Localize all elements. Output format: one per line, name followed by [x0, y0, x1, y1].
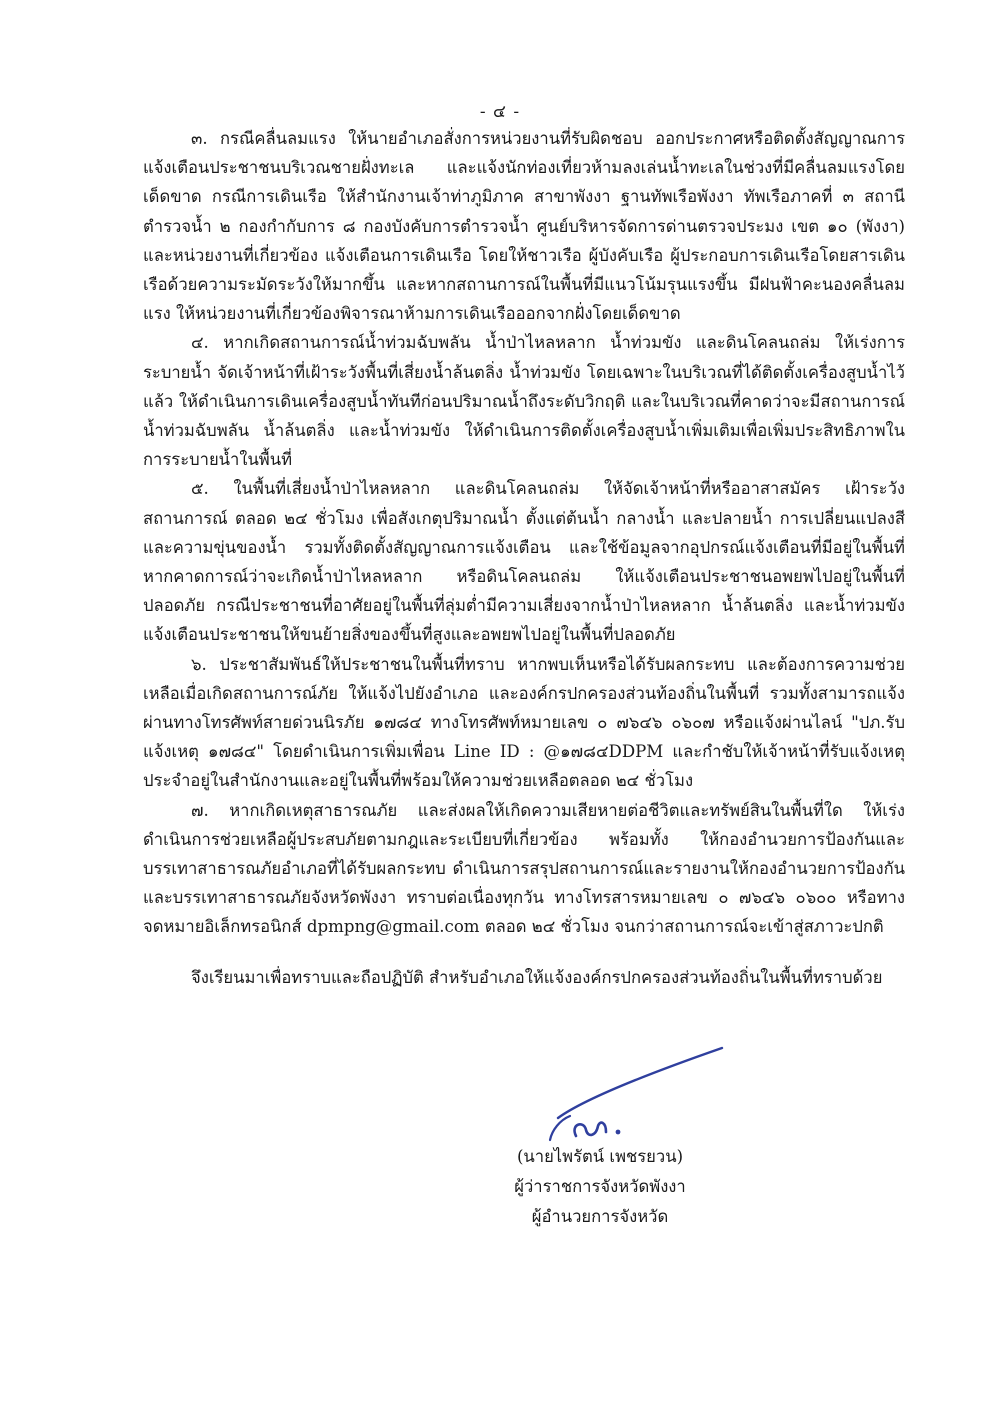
paragraph-5: ๕. ในพื้นที่เสี่ยงน้ำป่าไหลหลาก และดินโคลนถล่ม ให้จัดเจ้าหน้าที่หรืออาสาสมัคร เฝ้าระวังสถานการณ์ ตลอด ๒๔ ชั่วโมง เพื่อสังเกตุปริมาณน้ำ ตั้งแต่ต้นน้ำ กลางน้ำ และปลายน้ำ การเปลี่ยนแปลงสีและความขุ่นของน้ำ รวมทั้งติดตั้งสัญญาณการแจ้งเตือน และใช้ข้อมูลจากอุปกรณ์แจ้งเตือนที่มีอยู่ในพื้นที่ หากคาดการณ์ว่าจะเกิดน้ำป่าไหลหลาก หรือดินโคลนถล่ม ให้แจ้งเตือนประชาชนอพยพไปอยู่ในพื้นที่ปลอดภัย กรณีประชาชนที่อาศัยอยู่ในพื้นที่ลุ่มต่ำมีความเสี่ยงจากน้ำป่าไหลหลาก น้ำล้นตลิ่ง และน้ำท่วมขัง แจ้งเตือนประชาชนให้ขนย้ายสิ่งของขึ้นที่สูงและอพยพไปอยู่ในพื้นที่ปลอดภัย — [143, 479, 905, 645]
closing-paragraph: จึงเรียนมาเพื่อทราบและถือปฏิบัติ สำหรับอำเภอให้แจ้งองค์กรปกครองส่วนท้องถิ่นในพื้นที่ทราบด้วย — [191, 967, 883, 987]
paragraph-4: ๔. หากเกิดสถานการณ์น้ำท่วมฉับพลัน น้ำป่าไหลหลาก น้ำท่วมขัง และดินโคลนถล่ม ให้เร่งการระบายน้ำ จัดเจ้าหน้าที่เฝ้าระวังพื้นที่เสี่ยงน้ำล้นตลิ่ง น้ำท่วมขัง โดยเฉพาะในบริเวณที่ได้ติดตั้งเครื่องสูบน้ำไว้แล้ว ให้ดำเนินการเดินเครื่องสูบน้ำทันทีก่อนปริมาณน้ำถึงระดับวิกฤติ และในบริเวณที่คาดว่าจะมีสถานการณ์น้ำท่วมฉับพลัน น้ำล้นตลิ่ง และน้ำท่วมขัง ให้ดำเนินการติดตั้งเครื่องสูบน้ำเพิ่มเติมเพื่อเพิ่มประสิทธิภาพในการระบายน้ำในพื้นที่ — [143, 333, 905, 470]
signatory-name: (นายไพรัตน์ เพชรยวน) — [516, 1147, 684, 1166]
handwritten-signature — [540, 1040, 740, 1145]
paragraph-6: ๖. ประชาสัมพันธ์ให้ประชาชนในพื้นที่ทราบ หากพบเห็นหรือได้รับผลกระทบ และต้องการความช่วยเหลือเมื่อเกิดสถานการณ์ภัย ให้แจ้งไปยังอำเภอ และองค์กรปกครองส่วนท้องถิ่นในพื้นที่ รวมทั้งสามารถแจ้งผ่านทางโทรศัพท์สายด่วนนิรภัย ๑๗๘๔ ทางโทรศัพท์หมายเลข ๐ ๗๖๔๖ ๐๖๐๗ หรือแจ้งผ่านไลน์ "ปภ.รับแจ้งเหตุ ๑๗๘๔" โดยดำเนินการเพิ่มเพื่อน Line ID : @๑๗๘๔DDPM และกำชับให้เจ้าหน้าที่รับแจ้งเหตุประจำอยู่ในสำนักงานและอยู่ในพื้นที่พร้อมให้ความช่วยเหลือตลอด ๒๔ ชั่วโมง — [143, 654, 905, 791]
paragraph-7: ๗. หากเกิดเหตุสาธารณภัย และส่งผลให้เกิดความเสียหายต่อชีวิตและทรัพย์สินในพื้นที่ใด ให้เร่งดำเนินการช่วยเหลือผู้ประสบภัยตามกฎและระเบียบที่เกี่ยวข้อง พร้อมทั้ง ให้กองอำนวยการป้องกันและบรรเทาสาธารณภัยอำเภอที่ได้รับผลกระทบ ดำเนินการสรุปสถานการณ์และรายงานให้กองอำนวยการป้องกันและบรรเทาสาธารณภัยจังหวัดพังงา ทราบต่อเนื่องทุกวัน ทางโทรสารหมายเลข ๐ ๗๖๔๖ ๐๖๐๐ หรือทางจดหมายอิเล็กทรอนิกส์ dpmpng@gmail.com ตลอด ๒๔ ชั่วโมง จนกว่าสถานการณ์จะเข้าสู่สภาวะปกติ — [143, 800, 905, 937]
paragraph-3: ๓. กรณีคลื่นลมแรง ให้นายอำเภอสั่งการหน่วยงานที่รับผิดชอบ ออกประกาศหรือติดตั้งสัญญาณการแจ้งเตือนประชาชนบริเวณชายฝั่งทะเล และแจ้งนักท่องเที่ยวห้ามลงเล่นน้ำทะเลในช่วงที่มีคลื่นลมแรงโดยเด็ดขาด กรณีการเดินเรือ ให้สำนักงานเจ้าท่าภูมิภาค สาขาพังงา ฐานทัพเรือพังงา ทัพเรือภาคที่ ๓ สถานีตำรวจน้ำ ๒ กองกำกับการ ๘ กองบังคับการตำรวจน้ำ ศูนย์บริหารจัดการด่านตรวจประมง เขต ๑๐ (พังงา) และหน่วยงานที่เกี่ยวข้อง แจ้งเตือนการเดินเรือ โดยให้ชาวเรือ ผู้บังคับเรือ ผู้ประกอบการเดินเรือโดยสารเดินเรือด้วยความระมัดระวังให้มากขึ้น และหากสถานการณ์ในพื้นที่มีแนวโน้มรุนแรงขึ้น มีฝนฟ้าคะนองคลื่นลมแรง ให้หน่วยงานที่เกี่ยวข้องพิจารณาห้ามการเดินเรือออกจากฝั่งโดยเด็ดขาด — [143, 129, 905, 324]
signatory-title: ผู้ว่าราชการจังหวัดพังงา — [514, 1177, 686, 1196]
signature-block — [420, 1142, 780, 1232]
page-number: - ๔ - — [479, 102, 521, 122]
letter-body — [143, 124, 905, 992]
signatory-role: ผู้อำนวยการจังหวัด — [531, 1207, 669, 1226]
